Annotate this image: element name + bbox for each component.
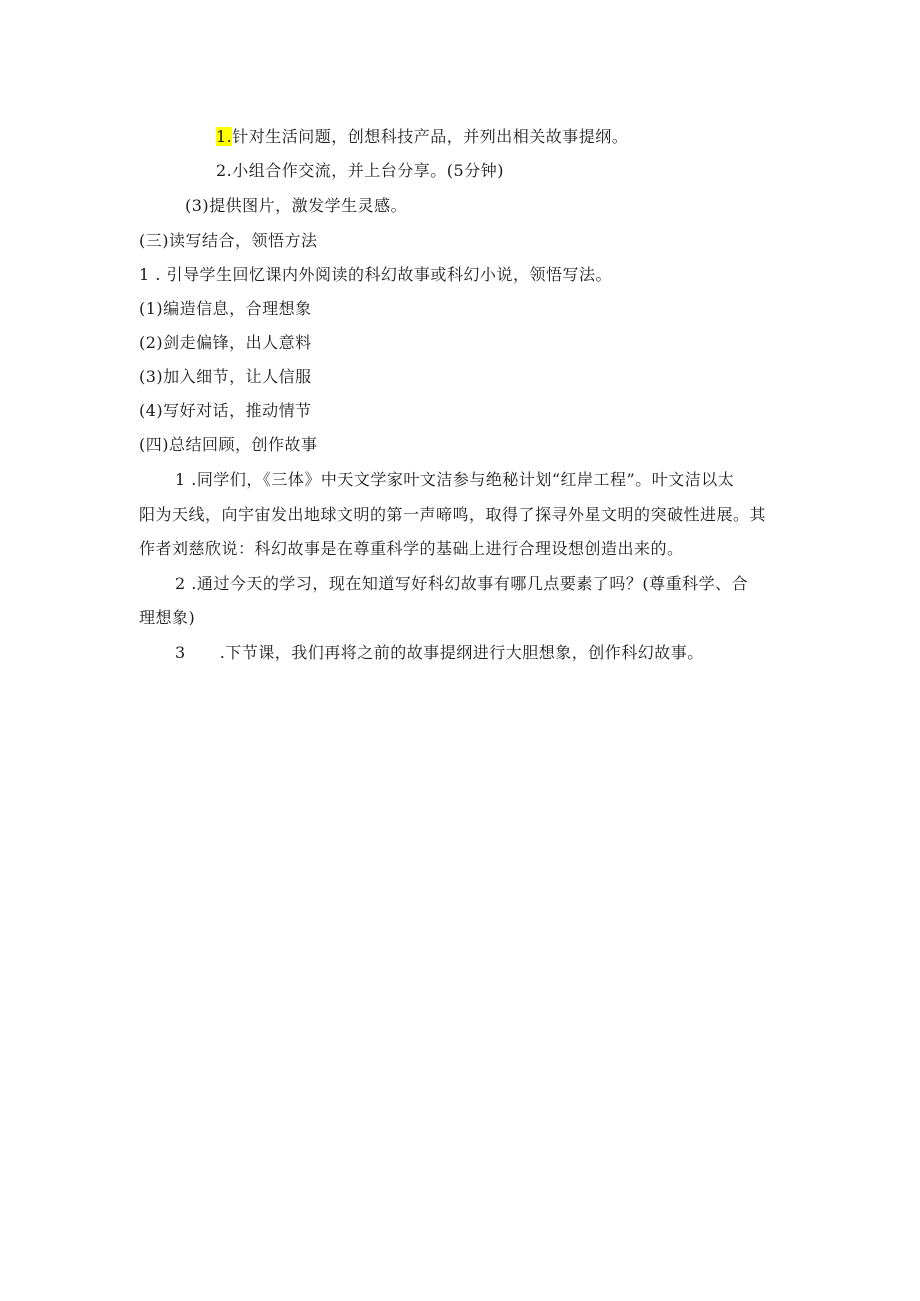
paragraph-provide-images: (3)提供图片，激发学生灵感。 [185, 196, 408, 215]
paragraph-text: 针对生活问题，创想科技产品，并列出相关故事提纲。 [232, 127, 629, 146]
list-item-4: (4)写好对话，推动情节 [139, 401, 312, 420]
paragraph-number: 3 [175, 643, 186, 662]
paragraph-review-line-2: 理想象) [139, 608, 196, 627]
paragraph-three-body-line-1: 1 .同学们，《三体》中天文学家叶文洁参与绝秘计划“红岸工程”。叶文洁以太 [175, 470, 735, 489]
paragraph-three-body-line-3: 作者刘慈欣说：科幻故事是在尊重科学的基础上进行合理设想创造出来的。 [139, 539, 684, 558]
list-item-2: (2)剑走偏锋，出人意料 [139, 333, 312, 352]
paragraph-text: .下节课，我们再将之前的故事提纲进行大胆想象，创作科幻故事。 [219, 643, 704, 662]
section-heading-4: (四)总结回顾，创作故事 [139, 435, 318, 454]
paragraph-next-lesson [175, 643, 704, 663]
paragraph-guide-recall: 1 . 引导学生回忆课内外阅读的科幻故事或科幻小说，领悟写法。 [139, 265, 612, 284]
section-heading-3: (三)读写结合，领悟方法 [139, 231, 318, 250]
paragraph-step-2: 2.小组合作交流，并上台分享。(5分钟) [216, 161, 504, 180]
list-item-3: (3)加入细节，让人信服 [139, 367, 312, 386]
highlighted-number: 1. [216, 127, 233, 146]
list-item-1: (1)编造信息，合理想象 [139, 299, 312, 318]
paragraph-step-1 [216, 127, 628, 147]
paragraph-three-body-line-2: 阳为天线，向宇宙发出地球文明的第一声啼鸣，取得了探寻外星文明的突破性进展。其 [139, 505, 767, 524]
paragraph-review-line-1: 2 .通过今天的学习，现在知道写好科幻故事有哪几点要素了吗？(尊重科学、合 [175, 574, 749, 593]
